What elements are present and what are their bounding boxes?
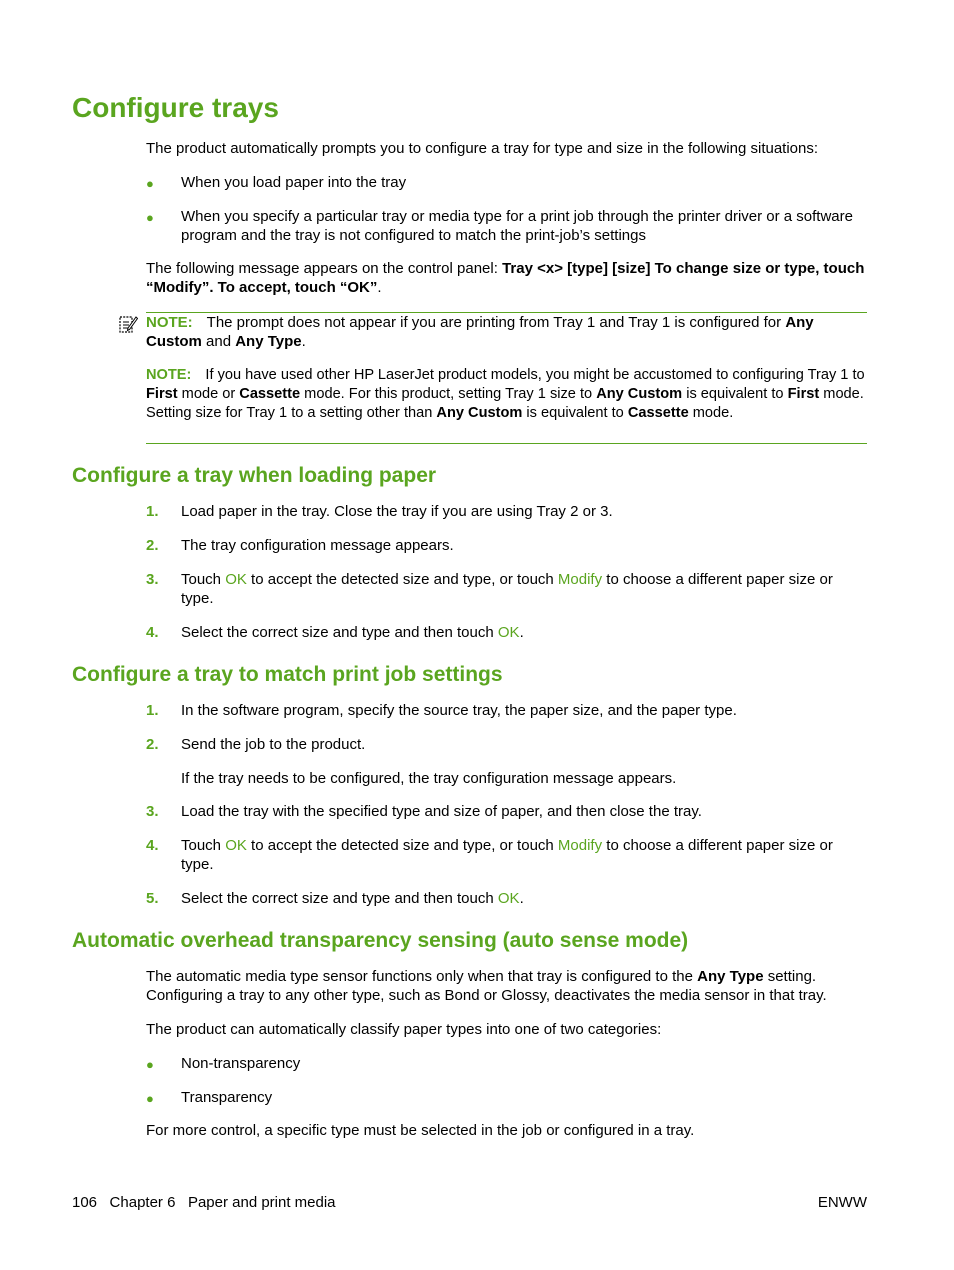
- closing-paragraph: For more control, a specific type must be selected in the job or configured in a tray.: [146, 1122, 695, 1139]
- section-heading-match-print-job: Configure a tray to match print job settings: [72, 663, 503, 686]
- ok-link[interactable]: OK: [225, 837, 247, 854]
- step-number: 3.: [146, 571, 159, 588]
- control-panel-message-paragraph: The following message appears on the control panel: Tray <x> [type] [size] To change size or type, touch “Modify”. To accept, touch “OK”.: [146, 260, 865, 296]
- chapter-title: Paper and print media: [187, 1194, 336, 1211]
- step-subtext: If the tray needs to be configured, the tray configuration message appears.: [181, 770, 677, 787]
- step-text: Touch OK to accept the detected size and type, or touch Modify to choose a different paper size or type.: [181, 837, 833, 873]
- categories-intro: The product can automatically classify paper types into one of two categories:: [146, 1021, 662, 1038]
- modify-link[interactable]: Modify: [557, 571, 603, 588]
- step-text: Load the tray with the specified type and size of paper, and then close the tray.: [181, 803, 702, 820]
- intro-paragraph: The product automatically prompts you to configure a tray for type and size in the following situations:: [146, 140, 819, 157]
- control-panel-message: Tray <x> [type] [size] To change size or type, touch “Modify”. To accept, touch “OK”: [146, 260, 865, 296]
- bullet-icon: ●: [146, 1057, 154, 1072]
- step-number: 1.: [146, 503, 159, 520]
- ok-link[interactable]: OK: [225, 571, 247, 588]
- list-item: When you specify a particular tray or media type for a print job through the printer driver or a software program and the tray is not configured to match the print-job’s settings: [181, 208, 853, 244]
- note-2: NOTE: If you have used other HP LaserJet product models, you might be accustomed to configuring Tray 1 to First mode or Cassette mode. For this product, setting Tray 1 size to Any Custom is equivalent to First mode. Setting size for Tray 1 to a setting other than Any Custom is equivalent to Cassette mode.: [146, 367, 865, 421]
- step-text: Send the job to the product.: [181, 736, 366, 753]
- page-number: 106: [72, 1194, 98, 1211]
- modify-link[interactable]: Modify: [557, 837, 603, 854]
- step-text: Load paper in the tray. Close the tray if you are using Tray 2 or 3.: [181, 503, 613, 520]
- page-footer-left: [72, 1193, 336, 1212]
- step-number: 2.: [146, 537, 159, 554]
- list-item: Transparency: [181, 1089, 273, 1106]
- bullet-icon: ●: [146, 1091, 154, 1106]
- bullet-icon: ●: [146, 210, 154, 225]
- step-text: Select the correct size and type and then touch OK.: [181, 624, 524, 641]
- step-number: 2.: [146, 736, 159, 753]
- step-number: 3.: [146, 803, 159, 820]
- page-title: Configure trays: [72, 92, 279, 123]
- step-number: 1.: [146, 702, 159, 719]
- note-label: NOTE:: [146, 314, 193, 331]
- step-text: Select the correct size and type and then touch OK.: [181, 890, 524, 907]
- bullet-icon: ●: [146, 176, 154, 191]
- note-bottom-rule: [146, 443, 867, 444]
- chapter-label: Chapter 6: [109, 1194, 176, 1211]
- note-1: NOTE: The prompt does not appear if you are printing from Tray 1 and Tray 1 is configured for Any Custom and Any Type.: [146, 314, 814, 350]
- page-footer-right: ENWW: [817, 1194, 867, 1211]
- list-item: When you load paper into the tray: [181, 174, 407, 191]
- section-heading-loading-paper: Configure a tray when loading paper: [72, 464, 437, 487]
- note-label: NOTE:: [146, 367, 192, 383]
- auto-sense-paragraph: The automatic media type sensor functions only when that tray is configured to the Any Type setting. Configuring a tray to any other type, such as Bond or Glossy, deactivates the media sensor in that tray.: [146, 968, 827, 1004]
- step-text: Touch OK to accept the detected size and type, or touch Modify to choose a different paper size or type.: [181, 571, 833, 607]
- step-text: In the software program, specify the source tray, the paper size, and the paper type.: [181, 702, 737, 719]
- step-text: The tray configuration message appears.: [181, 537, 454, 554]
- step-number: 5.: [146, 890, 159, 907]
- list-item: Non-transparency: [181, 1055, 301, 1072]
- section-heading-auto-sense: Automatic overhead transparency sensing (auto sense mode): [72, 929, 689, 952]
- note-pencil-icon: [118, 314, 138, 334]
- ok-link[interactable]: OK: [497, 890, 520, 907]
- step-number: 4.: [146, 624, 159, 641]
- step-number: 4.: [146, 837, 159, 854]
- ok-link[interactable]: OK: [497, 624, 520, 641]
